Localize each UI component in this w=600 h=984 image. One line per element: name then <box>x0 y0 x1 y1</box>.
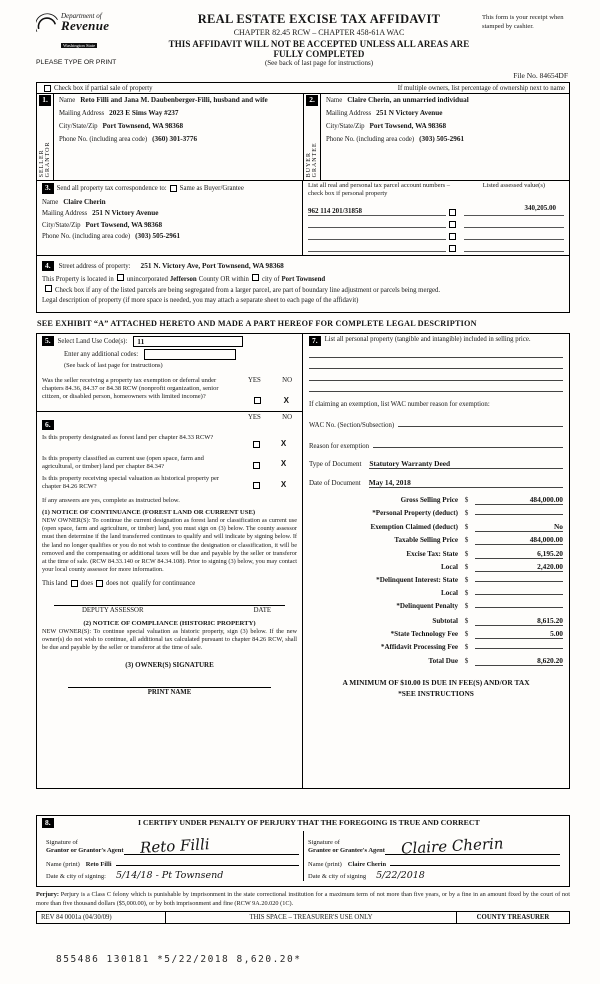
parcel-number-value[interactable]: 962 114 201/31858 <box>308 207 446 216</box>
wac-number-field[interactable] <box>398 418 563 427</box>
historic-no-mark: X <box>280 479 287 489</box>
yes-header: YES <box>248 376 261 384</box>
seller-name-label: Name <box>59 97 76 104</box>
buyer-city-label: City/State/Zip <box>326 123 365 130</box>
delinquent-penalty-label: *Delinquent Penalty <box>396 602 458 611</box>
delinquent-interest-state-value[interactable] <box>475 581 563 582</box>
seller-grantor-section <box>37 94 303 180</box>
dollar-sign: $ <box>464 536 469 545</box>
money-row <box>309 535 563 548</box>
perjury-statement <box>36 891 570 908</box>
money-row <box>309 495 563 508</box>
money-row <box>309 656 563 669</box>
segregated-label: Check box if any of the listed parcels are being segregated from a larger parcel, are part of boundary line adjustment or parcels being merged. <box>55 287 441 295</box>
money-row <box>309 576 563 589</box>
question-row <box>42 455 297 473</box>
seller-city-value[interactable]: Port Townsend, WA 98368 <box>102 122 184 130</box>
money-row <box>309 549 563 562</box>
personal-property-blank-line[interactable] <box>309 346 563 358</box>
corr-name-label: Name <box>42 198 59 206</box>
grantor-signature: Reto Filli <box>139 835 210 858</box>
buyer-name-label: Name <box>326 97 343 104</box>
tax-correspondence-section <box>37 181 569 256</box>
city-checkbox[interactable] <box>252 274 259 281</box>
compliance-text: NEW OWNER(S): To continue special valuation as historic property, sign (3) below. If the new owner(s) do not wish to continue, all additional tax calculated pursuant to chapter 84.26 RCW, shall be due and payable by the seller or transferor at the time of sale. <box>42 628 297 652</box>
grantor-name-print-label: Name (print) <box>46 860 80 868</box>
personal-property-checkbox[interactable] <box>449 245 456 252</box>
yes-header: YES <box>248 413 261 421</box>
chapter-line: CHAPTER 82.45 RCW – CHAPTER 458-61A WAC <box>233 28 405 37</box>
dollar-sign: $ <box>464 563 469 572</box>
assessed-value[interactable] <box>464 228 564 240</box>
grantor-date-value[interactable]: 5/14/18 - Pt Townsend <box>115 870 224 882</box>
personal-property-header: List all personal property (tangible and intangible) included in selling price. <box>324 335 531 343</box>
dollar-sign: $ <box>464 508 469 517</box>
reason-exemption-label: Reason for exemption <box>309 443 370 451</box>
personal-property-deduct-value[interactable] <box>475 514 563 515</box>
print-name-label: PRINT NAME <box>147 689 192 697</box>
parcel-row <box>308 216 459 228</box>
legal-description-label: Legal description of property (if more space is needed, you may attach a separate sheet to each page of the affidavit) <box>42 296 359 304</box>
seller-name-value[interactable]: Reto Filli and Jana M. Daubenberger-Filli, husband and wife <box>80 96 268 104</box>
county-treasurer-label: COUNTY TREASURER <box>476 913 550 921</box>
street-address-value[interactable]: 251 N. Victory Ave, Port Townsend, WA 98368 <box>140 260 284 270</box>
additional-codes-label: Enter any additional codes: <box>64 350 139 358</box>
classification-section <box>37 411 302 788</box>
dollar-sign: $ <box>464 656 469 665</box>
grantee-side-label: GRANTEE <box>312 142 318 177</box>
parcel-numbers-header: List all real and personal tax parcel account numbers – check box if personal property <box>308 182 451 198</box>
buyer-grantee-section <box>303 94 569 180</box>
grantee-agent-label: Grantee or Grantee's Agent <box>308 847 385 855</box>
buyer-city-value[interactable]: Port Towsend, WA 98368 <box>369 122 447 130</box>
land-use-section <box>37 334 302 411</box>
exemption-claimed-label: Exemption Claimed (deduct) <box>370 523 458 532</box>
personal-property-deduct-label: *Personal Property (deduct) <box>372 508 458 517</box>
date-of-document-value[interactable]: May 14, 2018 <box>369 478 563 488</box>
money-row <box>309 602 563 615</box>
form-header <box>36 12 570 67</box>
exemption-claimed-value[interactable]: No <box>475 522 563 532</box>
continuance-text: NEW OWNER(S): To continue the current designation as forest land or classification as current use (open space, farm and agriculture, or timber) land, you must sign on (3) below. The county assessor must then determine if the land transferred continues to qualify and will indicate by signing below. If the land no longer qualifies or you do not wish to continue the designation or classification, it will be removed and the compensating or additional taxes will be due and payable by the seller or transferor at the time of sale. (RCW 84.33.140 or RCW 84.34.108). Prior to signing (3) below, you may contact your local county assessor for more information. <box>42 517 297 573</box>
money-row <box>309 643 563 656</box>
corr-phone-label: Phone No. (including area code) <box>42 233 131 241</box>
compliance-title: (2) NOTICE OF COMPLIANCE (HISTORIC PROPERTY) <box>83 620 256 627</box>
corr-city-value[interactable]: Port Towsend, WA 98368 <box>85 220 163 229</box>
grantee-name-print-label: Name (print) <box>308 860 342 868</box>
forest-no-mark: X <box>280 438 287 448</box>
grantee-name-print-value[interactable]: Claire Cherin <box>347 860 387 868</box>
buyer-phone-label: Phone No. (including area code) <box>326 136 415 143</box>
selling-price-section <box>303 334 569 788</box>
send-correspondence-label: Send all property tax correspondence to: <box>56 184 167 192</box>
seller-phone-label: Phone No. (including area code) <box>59 136 148 143</box>
dollar-sign: $ <box>464 642 469 651</box>
county-or-within-label: County OR within <box>198 275 249 283</box>
no-header: NO <box>282 376 292 384</box>
grantor-side-label: GRANTOR <box>45 141 51 177</box>
personal-property-checkbox[interactable] <box>449 221 456 228</box>
assessed-values-header: Listed assessed value(s) <box>482 182 546 189</box>
if-yes-note: If any answers are yes, complete as instructed below. <box>42 497 180 505</box>
parcel-row <box>308 240 459 252</box>
section-6-number: 6. <box>42 420 54 431</box>
exemption-yes-checkbox[interactable] <box>254 397 261 404</box>
personal-property-checkbox[interactable] <box>449 233 456 240</box>
continuance-title: (1) NOTICE OF CONTINUANCE (FOREST LAND OR CURRENT USE) <box>42 509 256 517</box>
grantor-date-label: Date & city of signing: <box>46 873 106 881</box>
county-value[interactable]: Jefferson <box>169 275 197 283</box>
grantor-sig-label: Signature of <box>46 839 78 846</box>
segregated-checkbox[interactable] <box>45 285 52 292</box>
type-of-document-value[interactable]: Statutory Warranty Deed <box>369 459 563 469</box>
partial-sale-label: Check box if partial sale of property <box>54 84 153 92</box>
no-header: NO <box>282 413 292 421</box>
historic-question: Is this property receiving special valuation as historical property per chapter 84.26 RCW? <box>42 475 220 491</box>
partial-sale-checkbox[interactable] <box>44 85 51 92</box>
delinquent-interest-local-label: Local <box>441 588 458 597</box>
grantor-name-print-value[interactable]: Reto Filli <box>85 860 112 868</box>
perjury-text: Perjury is a Class C felony which is punishable by imprisonment in the state correctional institution for a maximum term of not more than five years, or by a fine in an amount fixed by the court of not more than five thousand dollars ($5,000.00), or by both imprisonment and fine (RCW 9A.20.020 (1C). <box>36 891 570 907</box>
grantor-agent-label: Grantor or Grantor's Agent <box>46 847 124 855</box>
does-qualify-checkbox[interactable] <box>71 580 78 587</box>
money-table <box>309 495 563 669</box>
excise-tax-local-value[interactable]: 2,420.00 <box>475 562 563 572</box>
state-technology-fee-label: *State Technology Fee <box>390 630 458 639</box>
file-number: File No. 84654DF <box>513 71 568 80</box>
dollar-sign: $ <box>464 575 469 584</box>
additional-codes-field[interactable] <box>144 349 236 360</box>
treasurer-space-label: THIS SPACE – TREASURER'S USE ONLY <box>165 912 457 923</box>
historic-yes-checkbox[interactable] <box>253 482 260 489</box>
section-4-number: 4. <box>42 261 54 272</box>
revenue-swoosh-icon <box>36 12 58 33</box>
tax-detail-box <box>36 333 570 789</box>
grantee-name-line[interactable] <box>390 858 560 866</box>
total-due-label: Total Due <box>428 656 458 665</box>
certify-statement: I CERTIFY UNDER PENALTY OF PERJURY THAT THE FOREGOING IS TRUE AND CORRECT <box>137 818 480 828</box>
dollar-sign: $ <box>464 630 469 639</box>
gross-selling-price-label: Gross Selling Price <box>400 496 458 505</box>
corr-mailing-label: Mailing Address <box>42 210 88 218</box>
excise-tax-state-value[interactable]: 6,195.20 <box>475 549 563 559</box>
certification-section <box>36 815 570 888</box>
logo-state-text: Washington State <box>63 43 96 48</box>
unincorporated-label: unincorporated <box>126 275 168 283</box>
form-title: REAL ESTATE EXCISE TAX AFFIDAVIT <box>197 12 441 26</box>
grantor-name-line[interactable] <box>116 858 299 866</box>
dollar-sign: $ <box>464 496 469 505</box>
personal-property-checkbox[interactable] <box>449 209 456 216</box>
exemption-no-mark: X <box>283 395 289 405</box>
tax-exemption-question: Was the seller receiving a property tax exemption or deferral under chapters 84.36, 84.37 or 84.38 RCW (nonprofit organization, senior citizen, or disabled person, homeowners with limited income)? <box>42 376 219 401</box>
money-row <box>309 522 563 535</box>
section-7-number: 7. <box>309 336 321 347</box>
type-of-document-label: Type of Document <box>309 460 362 469</box>
grantee-date-value[interactable]: 5/22/2018 <box>376 870 425 882</box>
subtotal-value[interactable]: 8,615.20 <box>475 616 563 626</box>
corr-name-value[interactable]: Claire Cherin <box>63 197 106 206</box>
this-land-label: This land <box>42 580 68 587</box>
delinquent-interest-state-label: *Delinquent Interest: State <box>376 575 458 584</box>
seller-phone-value[interactable]: (360) 301-3776 <box>152 135 198 143</box>
parcel-row <box>308 204 459 216</box>
see-instructions-note: *SEE INSTRUCTIONS <box>398 689 474 699</box>
money-row <box>309 509 563 522</box>
seller-side-label: SELLER <box>39 149 45 177</box>
seller-mailing-label: Mailing Address <box>59 110 105 117</box>
city-value[interactable]: Port Townsend <box>281 275 326 283</box>
form-revision-number: REV 84 0001a (04/30/09) <box>41 913 112 921</box>
buyer-mailing-label: Mailing Address <box>326 110 372 117</box>
personal-property-blank-line[interactable] <box>309 369 563 381</box>
forest-land-question: Is this property designated as forest land per chapter 84.33 RCW? <box>42 434 214 442</box>
logo-name-text: Revenue <box>61 18 110 33</box>
current-use-yes-checkbox[interactable] <box>253 462 260 469</box>
buyer-side-label: BUYER <box>306 151 312 177</box>
seller-city-label: City/State/Zip <box>59 123 98 130</box>
delinquent-penalty-value[interactable] <box>475 607 563 608</box>
dollar-sign: $ <box>464 588 469 597</box>
excise-tax-local-label: Local <box>441 563 458 572</box>
parcel-number-value[interactable] <box>308 251 446 252</box>
section-2-number: 2. <box>306 95 318 106</box>
taxable-selling-price-value[interactable]: 484,000.00 <box>475 535 563 545</box>
see-back-instructions: (See back of last page for instructions) <box>64 361 163 369</box>
assessed-value[interactable] <box>464 216 564 228</box>
section-8-number: 8. <box>42 818 54 829</box>
current-use-no-mark: X <box>280 459 287 469</box>
same-as-buyer-checkbox[interactable] <box>170 185 177 192</box>
minimum-due-note: A MINIMUM OF $10.00 IS DUE IN FEE(S) AND/OR TAX <box>342 678 530 688</box>
multiple-owners-note: If multiple owners, list percentage of ownership next to name <box>397 84 565 92</box>
seller-mailing-value[interactable]: 2023 E Sims Way #237 <box>109 109 179 117</box>
grantor-signature-field[interactable] <box>124 833 299 858</box>
state-technology-fee-value[interactable]: 5.00 <box>475 629 563 639</box>
date-of-document-label: Date of Document <box>309 479 361 488</box>
land-use-label: Select Land Use Code(s): <box>57 337 128 345</box>
taxable-selling-price-label: Taxable Selling Price <box>394 536 458 545</box>
assessed-value[interactable] <box>464 240 564 252</box>
personal-property-blank-line[interactable] <box>309 358 563 370</box>
owners-signature-line[interactable] <box>68 687 271 688</box>
section-5-number: 5. <box>42 336 54 347</box>
money-row <box>309 629 563 642</box>
money-row <box>309 562 563 575</box>
does-not-label: does not <box>105 580 129 587</box>
personal-property-blank-line[interactable] <box>309 381 563 393</box>
question-row <box>42 475 297 493</box>
buyer-name-value[interactable]: Claire Cherin, an unmarried individual <box>347 96 469 104</box>
subtotal-label: Subtotal <box>432 616 458 625</box>
does-not-qualify-checkbox[interactable] <box>96 580 103 587</box>
money-row <box>309 616 563 629</box>
logo-dept-text: Department of <box>61 12 102 20</box>
affidavit-processing-fee-label: *Affidavit Processing Fee <box>380 642 458 651</box>
forest-yes-checkbox[interactable] <box>253 441 260 448</box>
grantor-signature-block <box>42 831 303 881</box>
wac-number-label: WAC No. (Section/Subsection) <box>309 422 395 430</box>
grantee-date-label: Date & city of signing <box>308 873 367 881</box>
grantee-signature-block <box>303 831 564 881</box>
exemption-note: If claiming an exemption, list WAC number reason for exemption: <box>309 401 490 409</box>
dollar-sign: $ <box>464 602 469 611</box>
excise-tax-state-label: Excise Tax: State <box>406 549 458 558</box>
assessed-value[interactable]: 340,205.00 <box>464 204 564 216</box>
corr-mailing-value[interactable]: 251 N Victory Avenue <box>92 209 159 218</box>
buyer-phone-value[interactable]: (303) 505-2961 <box>419 135 465 143</box>
dollar-sign: $ <box>464 523 469 532</box>
grantee-signature-field[interactable] <box>385 833 560 858</box>
located-in-label: This Property is located in <box>42 275 114 283</box>
see-back-note: (See back of last page for instructions) <box>264 59 374 67</box>
exhibit-a-statement: SEE EXHIBIT “A” ATTACHED HERETO AND MADE A PART HEREOF FOR COMPLETE LEGAL DESCRIPTION <box>37 318 477 328</box>
footer-strip <box>36 911 570 924</box>
reason-exemption-field[interactable] <box>373 439 563 448</box>
corr-city-label: City/State/Zip <box>42 221 81 229</box>
grantee-signature: Claire Cherin <box>400 834 504 858</box>
date-label: DATE <box>253 607 271 614</box>
cashier-stamp: 855486 130181 *5/22/2018 8,620.20* <box>56 953 302 965</box>
money-row <box>309 589 563 602</box>
delinquent-interest-local-value[interactable] <box>475 594 563 595</box>
gross-selling-price-value[interactable]: 484,000.00 <box>475 495 563 505</box>
please-type-label: PLEASE TYPE OR PRINT <box>36 59 117 66</box>
corr-phone-value[interactable]: (303) 505-2961 <box>135 232 181 241</box>
not-accepted-notice: THIS AFFIDAVIT WILL NOT BE ACCEPTED UNLESS ALL AREAS ARE FULLY COMPLETED <box>168 39 470 59</box>
affidavit-processing-fee-value[interactable] <box>475 648 563 649</box>
does-label: does <box>80 580 93 587</box>
perjury-label: Perjury: <box>36 891 59 899</box>
dollar-sign: $ <box>464 616 469 625</box>
parties-box <box>36 82 570 313</box>
deputy-assessor-label: DEPUTY ASSESSOR <box>82 607 144 614</box>
dollar-sign: $ <box>464 549 469 558</box>
buyer-mailing-value[interactable]: 251 N Victory Avenue <box>376 109 443 117</box>
total-due-value[interactable]: 8,620.20 <box>475 656 563 666</box>
owners-signature-label: (3) OWNER(S) SIGNATURE <box>125 661 214 670</box>
revenue-logo <box>36 12 156 52</box>
qualify-label: qualify for continuance <box>131 580 196 587</box>
city-of-label: city of <box>261 275 280 283</box>
receipt-note: This form is your receipt when stamped by cashier. <box>482 14 564 30</box>
current-use-question: Is this property classified as current use (open space, farm and agricultural, or timber) land per chapter 84.34? <box>42 454 204 470</box>
question-row <box>42 434 297 452</box>
unincorporated-checkbox[interactable] <box>117 274 124 281</box>
street-address-label: Street address of property: <box>58 262 131 270</box>
same-as-buyer-label: Same as Buyer/Grantee <box>179 184 244 192</box>
land-use-code-value[interactable]: 11 <box>133 336 243 347</box>
section-3-number: 3. <box>42 183 54 194</box>
grantee-sig-label: Signature of <box>308 839 340 846</box>
property-address-section <box>37 256 569 312</box>
parcel-row <box>308 228 459 240</box>
section-1-number: 1. <box>39 95 51 106</box>
